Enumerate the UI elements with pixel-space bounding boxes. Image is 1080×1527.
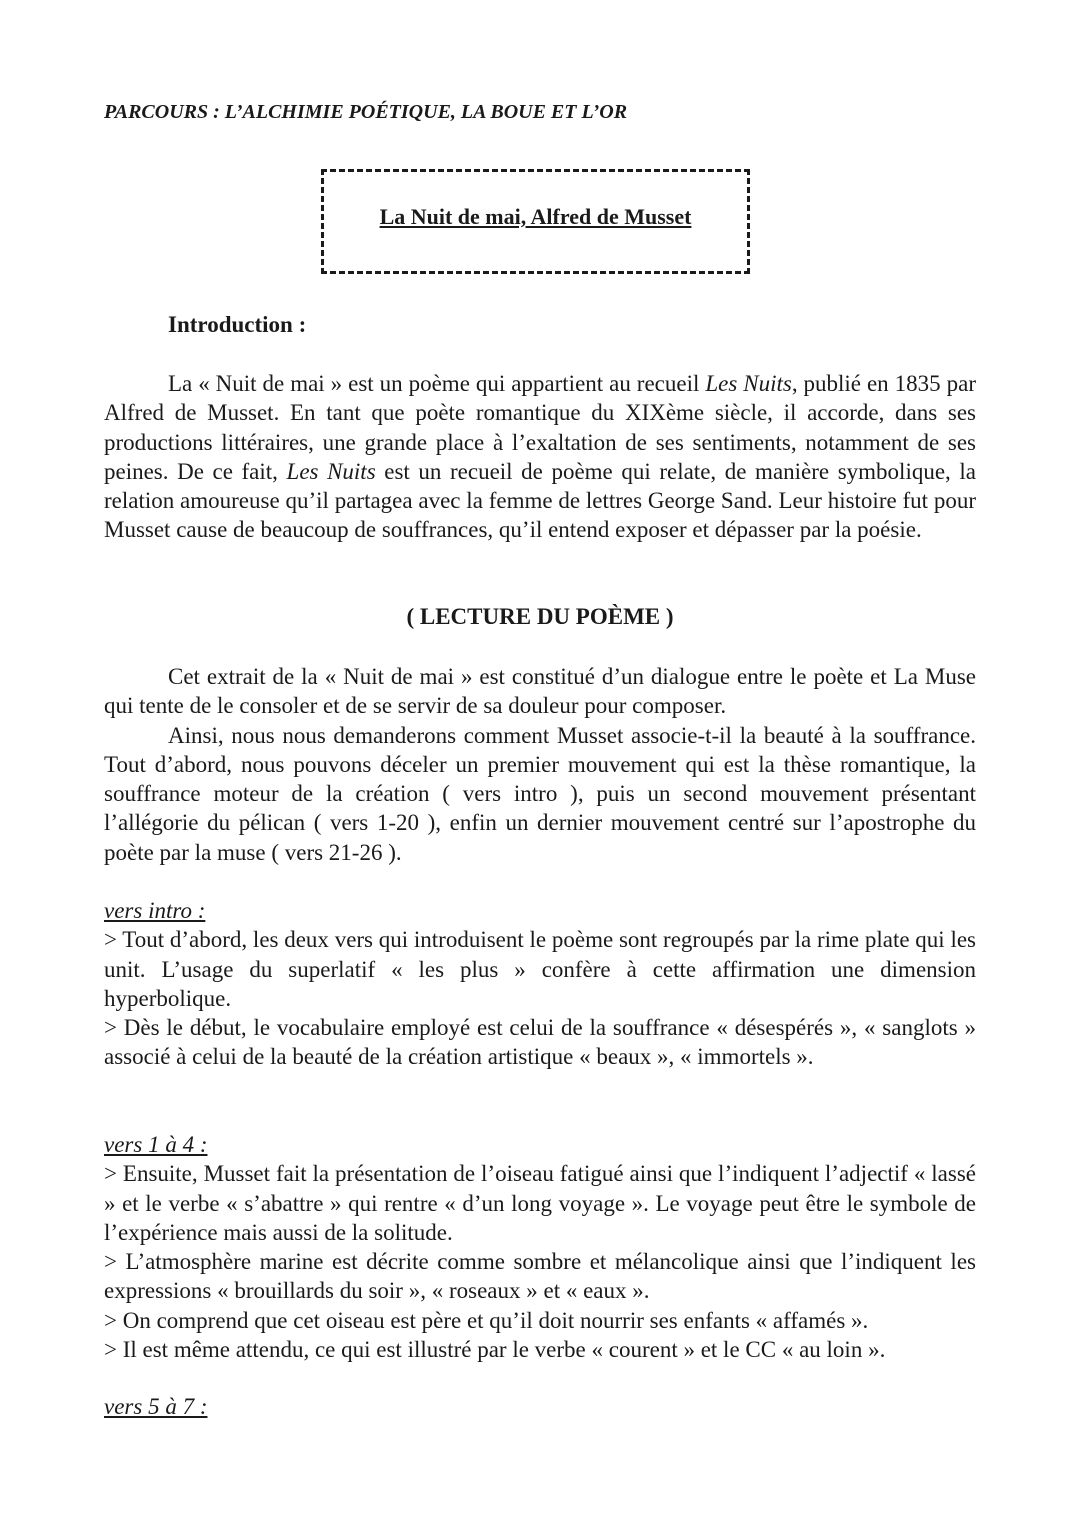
- presentation-paragraph-1: Cet extrait de la « Nuit de mai » est constitué d’un dialogue entre le poète et La Muse qui tente de le consoler et de se servir de sa douleur pour composer.: [104, 664, 976, 719]
- lecture-heading: ( LECTURE DU POÈME ): [406, 604, 674, 629]
- intro-text-1: La « Nuit de mai » est un poème qui appartient au recueil: [168, 371, 706, 396]
- intro-text-2: , publié en 1835 par Alfred de Musset. En tant que poète romantique du XIXème siècle, il accorde, dans ses productions littéraires, une grande place à l’exaltation de ses sentiments, notamment de ses peines. De ce fait,: [104, 371, 976, 484]
- section-point: > Ensuite, Musset fait la présentation de l’oiseau fatigué ainsi que l’indiquent l’adjectif « lassé » et le verbe « s’abattre » qui rentre « d’un long voyage ». Le voyage peut être le symbole de l’expérience mais aussi de la solitude.: [104, 1161, 976, 1245]
- intro-text-3: est un recueil de poème qui relate, de manière symbolique, la relation amoureuse qu’il partagea avec la femme de lettres George Sand. Leur histoire fut pour Musset cause de beaucoup de souffrances, qu’il entend exposer et dépasser par la poésie.: [104, 458, 976, 543]
- title-box: [321, 169, 750, 274]
- section-point: > Dès le début, le vocabulaire employé est celui de la souffrance « désespérés », « sanglots » associé à celui de la beauté de la création artistique « beaux », « immortels ».: [104, 1015, 976, 1070]
- section-heading: vers 1 à 4 :: [104, 1132, 208, 1157]
- introduction-section: [104, 369, 976, 545]
- section-point: > L’atmosphère marine est décrite comme sombre et mélancolique ainsi que l’indiquent les expressions « brouillards du soir », « roseaux » et « eaux ».: [104, 1249, 976, 1304]
- section-point: > On comprend que cet oiseau est père et qu’il doit nourrir ses enfants « affamés ».: [104, 1307, 869, 1333]
- section-heading: vers intro :: [104, 898, 206, 923]
- section-heading: vers 5 à 7 :: [104, 1394, 208, 1419]
- document-title: La Nuit de mai, Alfred de Musset: [379, 204, 692, 229]
- introduction-heading: Introduction :: [168, 312, 307, 337]
- intro-book-title-2: Les Nuits: [286, 458, 376, 484]
- presentation-section: [104, 662, 976, 867]
- section-point: > Il est même attendu, ce qui est illustré par le verbe « courent » et le CC « au loin ».: [104, 1337, 886, 1363]
- presentation-paragraph-2: Ainsi, nous nous demanderons comment Musset associe-t-il la beauté à la souffrance. Tout d’abord, nous pouvons déceler un premier mouvement qui est la thèse romantique, la souffrance moteur de la création ( vers intro ), puis un second mouvement présentant l’allégorie du pélican ( vers 1-20 ), enfin un dernier mouvement centré sur l’apostrophe du poète par la muse ( vers 21-26 ).: [104, 722, 976, 865]
- section-vers-intro: [104, 896, 976, 1072]
- introduction-paragraph: [104, 369, 976, 545]
- section-point: > Tout d’abord, les deux vers qui introduisent le poème sont regroupés par la rime plate qui les unit. L’usage du superlatif « les plus » confère à cette affirmation une dimension hyperbolique.: [104, 927, 976, 1011]
- section-vers-5-7: [104, 1392, 976, 1421]
- intro-book-title-1: Les Nuits: [705, 371, 792, 396]
- section-vers-1-4: [104, 1130, 976, 1364]
- parcours-heading: PARCOURS : L’ALCHIMIE POÉTIQUE, LA BOUE ET L’OR: [104, 101, 628, 123]
